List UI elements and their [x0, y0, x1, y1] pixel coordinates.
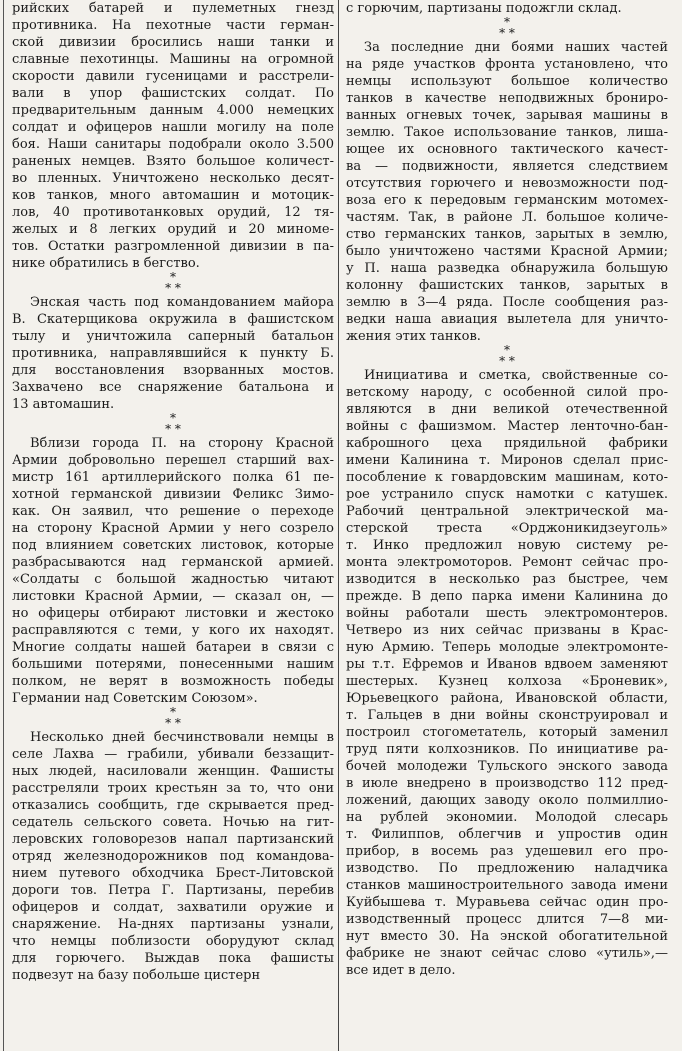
text-line: ство германских танков, зарытых в землю,: [346, 227, 668, 242]
text-line: нием путевого обходчика Брест-Литовской: [12, 866, 334, 881]
text-line: Куйбышева т. Муравьева сейчас один про-: [346, 895, 668, 910]
text-line: как. Он заявил, что решение о переходе: [12, 504, 334, 519]
text-line: разбрасываются над германской армией.: [12, 555, 334, 570]
section-separator: [346, 345, 668, 367]
text-line: селе Лахва — грабили, убивали беззащит-: [12, 747, 334, 762]
text-line: монта электромоторов. Ремонт сейчас про-: [346, 555, 668, 570]
text-line: частям. Так, в районе Л. большое количе-: [346, 210, 668, 225]
text-line: отсутствия горючего и невозможности под-: [346, 176, 668, 191]
text-line: противника. На пехотные части герман-: [12, 18, 334, 33]
section-separator: [346, 17, 668, 39]
text-line: тов. Остатки разгромленной дивизии в па-: [12, 239, 334, 254]
text-line: ную Армию. Теперь молодые электромонте-: [346, 640, 668, 655]
text-line: скорости давили гусеницами и расстрели-: [12, 69, 334, 84]
text-line: офицеров и солдат, захватили оружие и: [12, 900, 334, 915]
text-line: изводится в несколько раз быстрее, чем: [346, 572, 668, 587]
text-line: полком, не верят в возможность победы: [12, 674, 334, 689]
text-line: боя. Наши санитары подобрали около 3.500: [12, 137, 334, 152]
text-line: ков танков, много автомашин и мотоцик-: [12, 188, 334, 203]
text-line: желых и 8 легких орудий и 20 миноме-: [12, 222, 334, 237]
text-line: на рублей экономии. Молодой слесарь: [346, 810, 668, 825]
text-line: имени Калинина т. Миронов сделал прис-: [346, 453, 668, 468]
text-line: труд пяти колхозников. По инициативе ра-: [346, 742, 668, 757]
text-line: ных людей, насиловали женщин. Фашисты: [12, 764, 334, 779]
text-line: ведки наша авиация вылетела для уничто-: [346, 312, 668, 327]
text-line: предварительным данным 4.000 немецких: [12, 103, 334, 118]
text-line: в июле внедрено в производство 112 пред-: [346, 776, 668, 791]
separator-star-bottom: * *: [165, 716, 181, 730]
text-line: ва — подвижности, является следствием: [346, 159, 668, 174]
section-separator: [12, 707, 334, 729]
separator-star-bottom: * *: [499, 26, 515, 40]
text-line: землю в 3—4 ряда. После сообщения раз-: [346, 295, 668, 310]
separator-star-top: *: [170, 705, 176, 719]
text-line: ской дивизии бросились наши танки и: [12, 35, 334, 50]
text-line: рое устранило спуск намотки с катушек.: [346, 487, 668, 502]
text-line: изводство. По предложению наладчика: [346, 861, 668, 876]
text-line: т. Инко предложил новую систему ре-: [346, 538, 668, 553]
text-line: раненых немцев. Взято большое количест-: [12, 154, 334, 169]
text-line: отряд железнодорожников под командова-: [12, 849, 334, 864]
text-line: под влиянием советских листовок, которые: [12, 538, 334, 553]
text-line: Вблизи города П. на сторону Красной: [30, 436, 334, 451]
text-line: отказались сообщить, где скрывается пред-: [12, 798, 334, 813]
text-line: пособление к говардовским машинам, кото-: [346, 470, 668, 485]
separator-star-bottom: * *: [499, 354, 515, 368]
text-line: изводственный процесс длится 7—8 ми-: [346, 912, 668, 927]
separator-star-top: *: [504, 15, 510, 29]
text-line: 13 автомашин.: [12, 397, 115, 412]
separator-star-bottom: * *: [165, 422, 181, 436]
section-separator: [12, 413, 334, 435]
right-column: [346, 0, 668, 979]
text-line: тылу и уничтожила саперный батальон: [12, 329, 334, 344]
text-line: стерской треста «Орджоникидзеуголь»: [346, 521, 668, 536]
text-line: расправляются с теми, у кого их находят.: [12, 623, 334, 638]
text-line: ры т.т. Ефремов и Иванов вдвоем заменяют: [346, 657, 668, 672]
text-line: но офицеры отбирают листовки и жестоко: [12, 606, 334, 621]
text-line: землю. Такое использование танков, лиша-: [346, 125, 668, 140]
text-line: на ряде участков фронта установлено, что: [346, 57, 668, 72]
text-line: солдат и офицеров нашли могилу на поле: [12, 120, 334, 135]
text-line: хотной германской дивизии Феликс Зимо-: [12, 487, 334, 502]
separator-star-top: *: [170, 411, 176, 425]
text-line: нут вместо 30. На энской обогатительной: [346, 929, 668, 944]
text-line: расстреляли троих крестьян за то, что они: [12, 781, 334, 796]
text-line: ложений, дающих заводу около полмиллио-: [346, 793, 668, 808]
text-line: Четверо из них сейчас призваны в Крас-: [346, 623, 668, 638]
text-line: большими потерями, понесенными нашим: [12, 657, 334, 672]
text-line: За последние дни боями наших частей: [364, 40, 668, 55]
text-line: было уничтожено частями Красной Армии;: [346, 244, 668, 259]
text-line: для горючего. Выждав пока фашисты: [12, 951, 334, 966]
text-line: войны с фашизмом. Мастер ленточно-бан-: [346, 419, 668, 434]
text-line: дороги тов. Петра Г. Партизаны, перебив: [12, 883, 334, 898]
section-separator: [12, 272, 334, 294]
text-line: являются в дни великой отечественной: [346, 402, 668, 417]
text-line: мистр 161 артиллерийского полка 61 пе-: [12, 470, 334, 485]
text-line: фабрике не знают сейчас слово «утиль»,—: [346, 946, 668, 961]
text-line: каброшного цеха прядильной фабрики: [346, 436, 668, 451]
text-line: немцы используют большое количество: [346, 74, 668, 89]
text-line: станков машиностроительного завода имени: [346, 878, 668, 893]
text-line: что немцы поблизости оборудуют склад: [12, 934, 334, 949]
text-line: на сторону Красной Армии у него созрело: [12, 521, 334, 536]
text-line: шестерых. Кузнец колхоза «Броневик»,: [346, 674, 668, 689]
text-line: Германии над Советским Союзом».: [12, 691, 258, 706]
text-line: воза его к передовым германским мотомех-: [346, 193, 668, 208]
text-line: прежде. В депо парка имени Калинина до: [346, 589, 668, 604]
separator-star-top: *: [504, 343, 510, 357]
text-line: снаряжение. На-днях партизаны узнали,: [12, 917, 334, 932]
text-line: прибор, в восемь раз удешевил его про-: [346, 844, 668, 859]
text-line: у П. наша разведка обнаружила большую: [346, 261, 668, 276]
text-line: построил стогометатель, который заменил: [346, 725, 668, 740]
text-line: для восстановления взорванных мостов.: [12, 363, 334, 378]
text-line: жения этих танков.: [346, 329, 481, 344]
text-line: бочей молодежи Тульского энского завода: [346, 759, 668, 774]
text-line: ющее их основного тактического качест-: [346, 142, 668, 157]
separator-star-bottom: * *: [165, 281, 181, 295]
text-line: Многие солдаты нашей батареи в связи с: [12, 640, 334, 655]
text-line: т. Филиппов, облегчив и упростив один: [346, 827, 668, 842]
column-rule: [338, 0, 339, 1051]
text-line: ветскому народу, с особенной силой про-: [346, 385, 668, 400]
text-line: «Солдаты с большой жадностью читают: [12, 572, 334, 587]
text-line: вали в упор фашистских солдат. По: [12, 86, 334, 101]
left-column: [12, 0, 334, 984]
text-line: седатель сельского совета. Ночью на гит-: [12, 815, 334, 830]
text-line: листовки Красной Армии, — сказал он, —: [12, 589, 334, 604]
text-line: во пленных. Уничтожено несколько десят-: [12, 171, 334, 186]
text-line: В. Скатерщикова окружила в фашистском: [12, 312, 334, 327]
text-line: т. Гальцев в дни войны сконструировал и: [346, 708, 668, 723]
separator-star-top: *: [170, 270, 176, 284]
text-line: лов, 40 противотанковых орудий, 12 тя-: [12, 205, 334, 220]
text-line: с горючим, партизаны подожгли склад.: [346, 1, 622, 16]
text-line: Энская часть под командованием майора: [30, 295, 334, 310]
text-line: Инициатива и сметка, свойственные со-: [364, 368, 668, 383]
text-line: войны работали шесть электромонтеров.: [346, 606, 668, 621]
text-line: Несколько дней бесчинствовали немцы в: [30, 730, 334, 745]
text-line: все идет в дело.: [346, 963, 456, 978]
text-line: противника, направлявшийся к пункту Б.: [12, 346, 334, 361]
text-line: Юрьевецкого района, Ивановской области,: [346, 691, 668, 706]
text-line: ванных огневых точек, зарывая машины в: [346, 108, 668, 123]
text-line: нике обратились в бегство.: [12, 256, 200, 271]
text-line: танков в качестве неподвижных брониро-: [346, 91, 668, 106]
text-line: колонну фашистских танков, зарытых в: [346, 278, 668, 293]
text-line: рийских батарей и пулеметных гнезд: [12, 1, 334, 16]
page-edge-line: [3, 0, 4, 1051]
text-line: Рабочий центральной электрической ма-: [346, 504, 668, 519]
text-line: леровских головорезов напал партизанский: [12, 832, 334, 847]
text-line: славные пехотинцы. Машины на огромной: [12, 52, 334, 67]
text-line: Армии добровольно перешел старший вах-: [12, 453, 334, 468]
text-line: подвезут на базу побольше цистерн: [12, 968, 261, 983]
text-line: Захвачено все снаряжение батальона и: [12, 380, 334, 395]
